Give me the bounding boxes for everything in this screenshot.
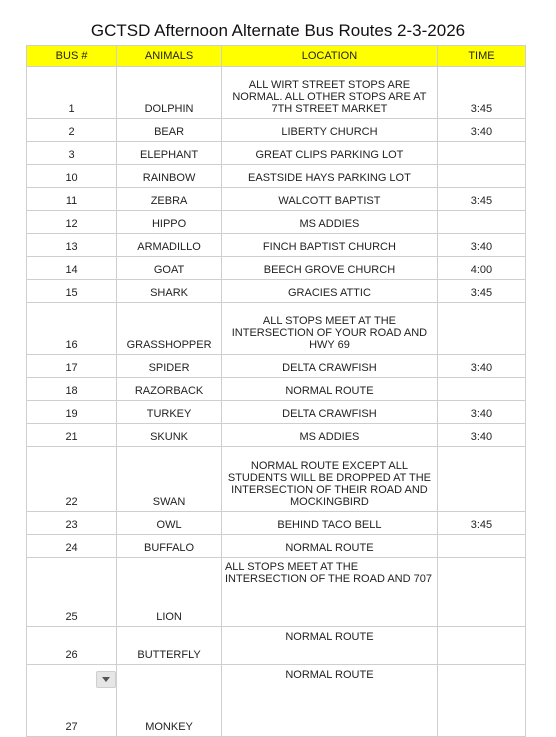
bus-number: 11 <box>27 188 117 211</box>
location-text: EASTSIDE HAYS PARKING LOT <box>221 165 437 188</box>
time-text: 3:45 <box>437 188 525 211</box>
animal-name: SHARK <box>117 280 222 303</box>
location-text: LIBERTY CHURCH <box>221 119 437 142</box>
table-row <box>27 424 526 447</box>
time-text: 3:40 <box>437 401 525 424</box>
bus-number: 22 <box>27 447 117 512</box>
location-text: FINCH BAPTIST CHURCH <box>221 234 437 257</box>
time-text: 3:40 <box>437 234 525 257</box>
table-header-row <box>27 46 526 67</box>
animal-name: GRASSHOPPER <box>117 303 222 355</box>
animal-name: OWL <box>117 512 222 535</box>
bus-number: 2 <box>27 119 117 142</box>
location-text: DELTA CRAWFISH <box>221 355 437 378</box>
table-row <box>27 211 526 234</box>
animal-name: RAZORBACK <box>117 378 222 401</box>
animal-name: BUTTERFLY <box>117 627 222 665</box>
bus-number: 13 <box>27 234 117 257</box>
location-text: NORMAL ROUTE <box>221 535 437 558</box>
animal-name: SKUNK <box>117 424 222 447</box>
table-row <box>27 665 526 737</box>
time-text <box>437 558 525 627</box>
bus-number: 1 <box>27 67 117 119</box>
chevron-down-icon <box>102 677 110 682</box>
animal-name: RAINBOW <box>117 165 222 188</box>
time-text: 4:00 <box>437 257 525 280</box>
bus-routes-table <box>26 45 526 737</box>
table-row <box>27 234 526 257</box>
time-text <box>437 665 525 737</box>
table-row <box>27 401 526 424</box>
table-row <box>27 627 526 665</box>
location-text: NORMAL ROUTE <box>221 627 437 665</box>
bus-number: 17 <box>27 355 117 378</box>
header-location: LOCATION <box>221 46 437 67</box>
location-text: BEHIND TACO BELL <box>221 512 437 535</box>
animal-name: DOLPHIN <box>117 67 222 119</box>
animal-name: SPIDER <box>117 355 222 378</box>
bus-number: 26 <box>27 627 117 665</box>
bus-number: 19 <box>27 401 117 424</box>
table-row <box>27 67 526 119</box>
animal-name: MONKEY <box>117 665 222 737</box>
time-text: 3:45 <box>437 512 525 535</box>
time-text: 3:40 <box>437 424 525 447</box>
time-text: 3:40 <box>437 119 525 142</box>
bus-number: 23 <box>27 512 117 535</box>
bus-number: 16 <box>27 303 117 355</box>
location-text: ALL WIRT STREET STOPS ARE NORMAL. ALL OTHER STOPS ARE AT 7TH STREET MARKET <box>221 67 437 119</box>
header-time: TIME <box>437 46 525 67</box>
bus-number: 27 <box>65 721 78 733</box>
time-text: 3:45 <box>437 280 525 303</box>
location-text: WALCOTT BAPTIST <box>221 188 437 211</box>
time-text: 3:45 <box>437 67 525 119</box>
bus-number: 12 <box>27 211 117 234</box>
table-row <box>27 188 526 211</box>
bus-number: 3 <box>27 142 117 165</box>
location-text: NORMAL ROUTE <box>221 378 437 401</box>
table-row <box>27 355 526 378</box>
bus-number-cell <box>27 665 117 737</box>
table-row <box>27 447 526 512</box>
header-bus: BUS # <box>27 46 117 67</box>
table-row <box>27 535 526 558</box>
table-row <box>27 142 526 165</box>
header-animals: ANIMALS <box>117 46 222 67</box>
location-text: GREAT CLIPS PARKING LOT <box>221 142 437 165</box>
animal-name: GOAT <box>117 257 222 280</box>
animal-name: BEAR <box>117 119 222 142</box>
table-row <box>27 280 526 303</box>
location-text: NORMAL ROUTE <box>221 665 437 737</box>
location-text: MS ADDIES <box>221 211 437 234</box>
location-text: MS ADDIES <box>221 424 437 447</box>
animal-name: HIPPO <box>117 211 222 234</box>
time-text <box>437 378 525 401</box>
bus-number: 10 <box>27 165 117 188</box>
bus-number: 25 <box>27 558 117 627</box>
location-text: GRACIES ATTIC <box>221 280 437 303</box>
time-text <box>437 211 525 234</box>
table-row <box>27 512 526 535</box>
bus-number: 18 <box>27 378 117 401</box>
location-text: NORMAL ROUTE EXCEPT ALL STUDENTS WILL BE DROPPED AT THE INTERSECTION OF THEIR ROAD AND MOCKINGBIRD <box>221 447 437 512</box>
time-text <box>437 165 525 188</box>
time-text <box>437 303 525 355</box>
table-row <box>27 257 526 280</box>
animal-name: SWAN <box>117 447 222 512</box>
time-text <box>437 447 525 512</box>
bus-number: 14 <box>27 257 117 280</box>
time-text: 3:40 <box>437 355 525 378</box>
location-text: ALL STOPS MEET AT THE INTERSECTION OF YOUR ROAD AND HWY 69 <box>221 303 437 355</box>
dropdown-button[interactable] <box>96 671 116 688</box>
time-text <box>437 627 525 665</box>
time-text <box>437 142 525 165</box>
location-text: DELTA CRAWFISH <box>221 401 437 424</box>
bus-number: 21 <box>27 424 117 447</box>
animal-name: ELEPHANT <box>117 142 222 165</box>
page-title: GCTSD Afternoon Alternate Bus Routes 2-3-2026 <box>90 21 466 40</box>
table-row <box>27 119 526 142</box>
location-text: ALL STOPS MEET AT THE INTERSECTION OF THE ROAD AND 707 <box>221 558 437 627</box>
animal-name: ARMADILLO <box>117 234 222 257</box>
animal-name: BUFFALO <box>117 535 222 558</box>
bus-number: 24 <box>27 535 117 558</box>
table-row <box>27 165 526 188</box>
animal-name: ZEBRA <box>117 188 222 211</box>
time-text <box>437 535 525 558</box>
table-row <box>27 303 526 355</box>
location-text: BEECH GROVE CHURCH <box>221 257 437 280</box>
animal-name: LION <box>117 558 222 627</box>
table-row <box>27 558 526 627</box>
animal-name: TURKEY <box>117 401 222 424</box>
bus-number: 15 <box>27 280 117 303</box>
table-row <box>27 378 526 401</box>
